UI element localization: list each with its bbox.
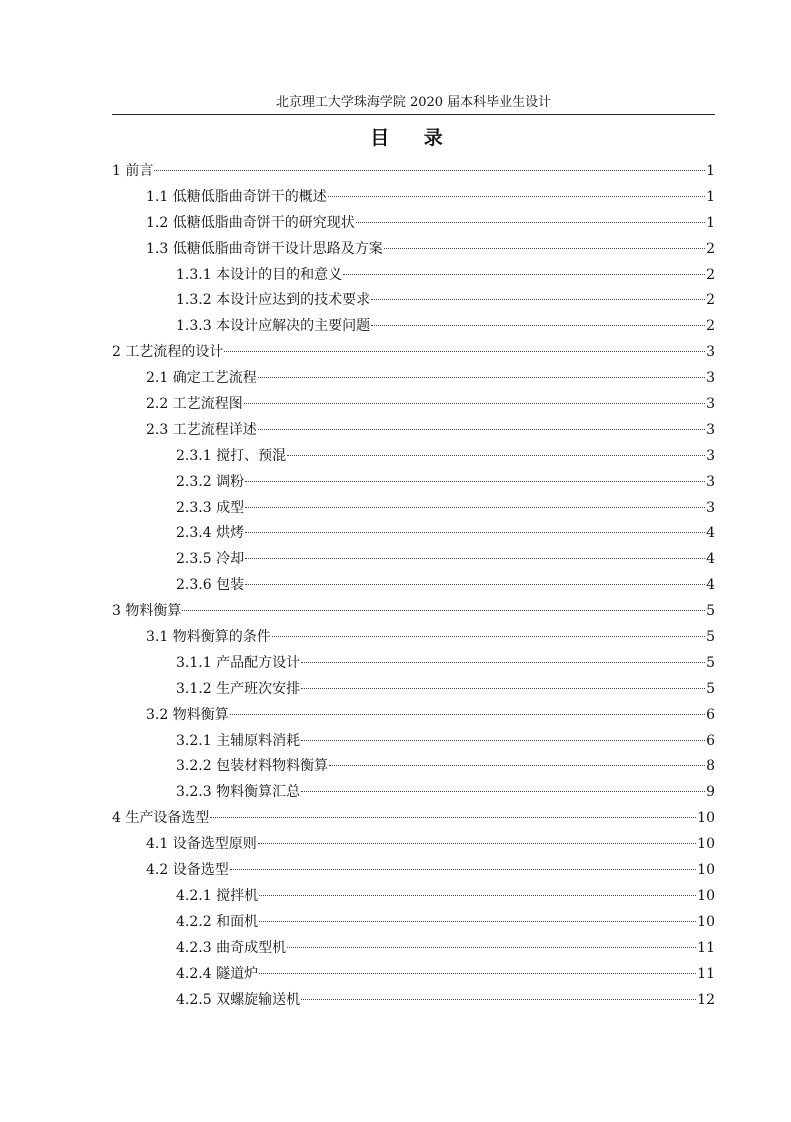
toc-entry[interactable]	[112, 910, 715, 936]
toc-entry[interactable]	[112, 651, 715, 677]
toc-entry-label: 1.1 低糖低脂曲奇饼干的概述	[146, 188, 327, 205]
toc-entry-label: 1.3 低糖低脂曲奇饼干设计思路及方案	[146, 240, 383, 257]
toc-entry-page: 3	[706, 447, 715, 464]
toc-entry-label: 4.1 设备选型原则	[146, 836, 257, 853]
toc-entry-label: 4.2.1 搅拌机	[176, 887, 259, 904]
toc-dot-leader	[301, 998, 696, 1000]
toc-entry[interactable]	[112, 314, 715, 340]
toc-entry-label: 3.2.2 包装材料物料衡算	[176, 758, 329, 775]
toc-entry-page: 2	[706, 318, 715, 335]
toc-entry-page: 10	[697, 836, 715, 853]
toc-entry[interactable]	[112, 625, 715, 651]
toc-entry[interactable]	[112, 988, 715, 1014]
toc-dot-leader	[244, 402, 705, 404]
toc-dot-leader	[258, 842, 696, 844]
toc-entry[interactable]	[112, 288, 715, 314]
toc-entry[interactable]	[112, 703, 715, 729]
toc-dot-leader	[245, 557, 705, 559]
toc-entry-page: 3	[706, 370, 715, 387]
toc-entry-label: 2.2 工艺流程图	[146, 396, 243, 413]
toc-entry-page: 6	[706, 732, 715, 749]
toc-entry-label: 2.3.1 搅打、预混	[176, 447, 287, 464]
toc-entry[interactable]	[112, 366, 715, 392]
toc-dot-leader	[259, 894, 696, 896]
toc-dot-leader	[259, 920, 696, 922]
toc-dot-leader	[245, 480, 705, 482]
toc-entry[interactable]	[112, 340, 715, 366]
toc-entry[interactable]	[112, 496, 715, 522]
toc-entry-label: 2.1 确定工艺流程	[146, 370, 257, 387]
toc-entry-page: 4	[706, 577, 715, 594]
toc-entry-label: 2.3.5 冷却	[176, 551, 245, 568]
toc-entry[interactable]	[112, 470, 715, 496]
toc-entry-page: 12	[697, 991, 715, 1008]
toc-entry-label: 4.2 设备选型	[146, 862, 229, 879]
toc-entry-page: 4	[706, 551, 715, 568]
page-header: 北京理工大学珠海学院 2020 届本科毕业生设计	[275, 95, 552, 110]
toc-entry-page: 5	[706, 629, 715, 646]
toc-entry[interactable]	[112, 573, 715, 599]
toc-dot-leader	[272, 635, 705, 637]
table-of-contents	[112, 159, 715, 1013]
toc-entry-page: 2	[706, 292, 715, 309]
toc-dot-leader	[329, 764, 705, 766]
toc-dot-leader	[328, 195, 705, 197]
toc-dot-leader	[301, 661, 705, 663]
toc-entry-label: 1 前言	[112, 163, 154, 179]
toc-dot-leader	[245, 583, 705, 585]
toc-entry-label: 3.1.1 产品配方设计	[176, 654, 301, 671]
toc-entry-label: 1.2 低糖低脂曲奇饼干的研究现状	[146, 214, 355, 231]
toc-dot-leader	[259, 972, 696, 974]
toc-dot-leader	[287, 454, 705, 456]
toc-entry-label: 1.3.2 本设计应达到的技术要求	[176, 292, 371, 309]
toc-entry-label: 4.2.4 隧道炉	[176, 965, 259, 982]
toc-entry-page: 6	[706, 706, 715, 723]
toc-entry-label: 4.2.2 和面机	[176, 913, 259, 930]
toc-entry[interactable]	[112, 159, 715, 185]
toc-entry[interactable]	[112, 521, 715, 547]
toc-dot-leader	[356, 221, 705, 223]
toc-entry[interactable]	[112, 185, 715, 211]
toc-dot-leader	[210, 816, 696, 818]
toc-dot-leader	[343, 273, 705, 275]
toc-dot-leader	[230, 713, 705, 715]
toc-title: 目 录	[370, 127, 457, 149]
toc-entry-label: 2.3.6 包装	[176, 577, 245, 594]
toc-entry-label: 3.2.1 主辅原料消耗	[176, 732, 301, 749]
toc-dot-leader	[371, 298, 705, 300]
toc-entry-page: 11	[697, 965, 715, 982]
toc-entry-label: 4 生产设备选型	[112, 810, 210, 827]
toc-entry-label: 2 工艺流程的设计	[112, 344, 224, 361]
toc-entry-page: 2	[706, 266, 715, 283]
toc-entry-label: 3.1 物料衡算的条件	[146, 629, 271, 646]
toc-dot-leader	[182, 609, 705, 611]
toc-entry-label: 1.3.3 本设计应解决的主要问题	[176, 318, 371, 335]
toc-entry[interactable]	[112, 237, 715, 263]
toc-entry-page: 3	[706, 344, 715, 361]
toc-entry[interactable]	[112, 547, 715, 573]
toc-dot-leader	[154, 169, 705, 171]
toc-entry[interactable]	[112, 263, 715, 289]
toc-entry-label: 2.3 工艺流程详述	[146, 421, 257, 438]
toc-entry[interactable]	[112, 936, 715, 962]
header-rule	[112, 114, 715, 115]
toc-entry-page: 10	[697, 862, 715, 879]
toc-entry[interactable]	[112, 962, 715, 988]
toc-dot-leader	[224, 350, 705, 352]
toc-entry[interactable]	[112, 418, 715, 444]
toc-entry-page: 3	[706, 396, 715, 413]
toc-dot-leader	[245, 506, 705, 508]
toc-entry[interactable]	[112, 392, 715, 418]
toc-entry-label: 4.2.5 双螺旋输送机	[176, 991, 301, 1008]
toc-entry-page: 3	[706, 421, 715, 438]
toc-entry-label: 1.3.1 本设计的目的和意义	[176, 266, 343, 283]
toc-entry-label: 3.1.2 生产班次安排	[176, 680, 301, 697]
toc-dot-leader	[371, 324, 705, 326]
toc-entry-page: 1	[706, 188, 715, 205]
toc-entry[interactable]	[112, 444, 715, 470]
toc-entry-label: 3.2.3 物料衡算汇总	[176, 784, 301, 801]
toc-entry-page: 1	[706, 214, 715, 231]
toc-dot-leader	[301, 739, 705, 741]
toc-dot-leader	[301, 790, 705, 792]
toc-entry[interactable]	[112, 211, 715, 237]
toc-entry-page: 9	[706, 784, 715, 801]
toc-entry-label: 3.2 物料衡算	[146, 706, 229, 723]
toc-dot-leader	[245, 531, 705, 533]
toc-entry-label: 4.2.3 曲奇成型机	[176, 939, 287, 956]
toc-entry-label: 2.3.2 调粉	[176, 473, 245, 490]
toc-entry[interactable]	[112, 806, 715, 832]
toc-entry[interactable]	[112, 884, 715, 910]
toc-dot-leader	[384, 247, 705, 249]
toc-entry-page: 5	[706, 603, 715, 620]
toc-dot-leader	[287, 946, 696, 948]
toc-entry-page: 8	[706, 758, 715, 775]
toc-dot-leader	[301, 687, 705, 689]
toc-entry-page: 10	[697, 913, 715, 930]
toc-entry[interactable]	[112, 729, 715, 755]
toc-dot-leader	[258, 376, 705, 378]
toc-entry-page: 3	[706, 499, 715, 516]
toc-entry-label: 2.3.4 烘烤	[176, 525, 245, 542]
toc-entry-page: 10	[697, 810, 715, 827]
toc-entry-page: 3	[706, 473, 715, 490]
toc-entry-page: 4	[706, 525, 715, 542]
toc-entry-page: 10	[697, 887, 715, 904]
toc-entry-page: 1	[706, 163, 715, 179]
toc-entry[interactable]	[112, 858, 715, 884]
toc-entry-label: 3 物料衡算	[112, 603, 182, 620]
toc-entry[interactable]	[112, 832, 715, 858]
toc-dot-leader	[258, 428, 705, 430]
toc-entry[interactable]	[112, 677, 715, 703]
toc-entry[interactable]	[112, 754, 715, 780]
toc-entry-page: 11	[697, 939, 715, 956]
toc-entry-label: 2.3.3 成型	[176, 499, 245, 516]
toc-entry[interactable]	[112, 599, 715, 625]
toc-entry-page: 2	[706, 240, 715, 257]
toc-entry-page: 5	[706, 680, 715, 697]
toc-dot-leader	[230, 868, 696, 870]
toc-entry[interactable]	[112, 780, 715, 806]
toc-entry-page: 5	[706, 654, 715, 671]
